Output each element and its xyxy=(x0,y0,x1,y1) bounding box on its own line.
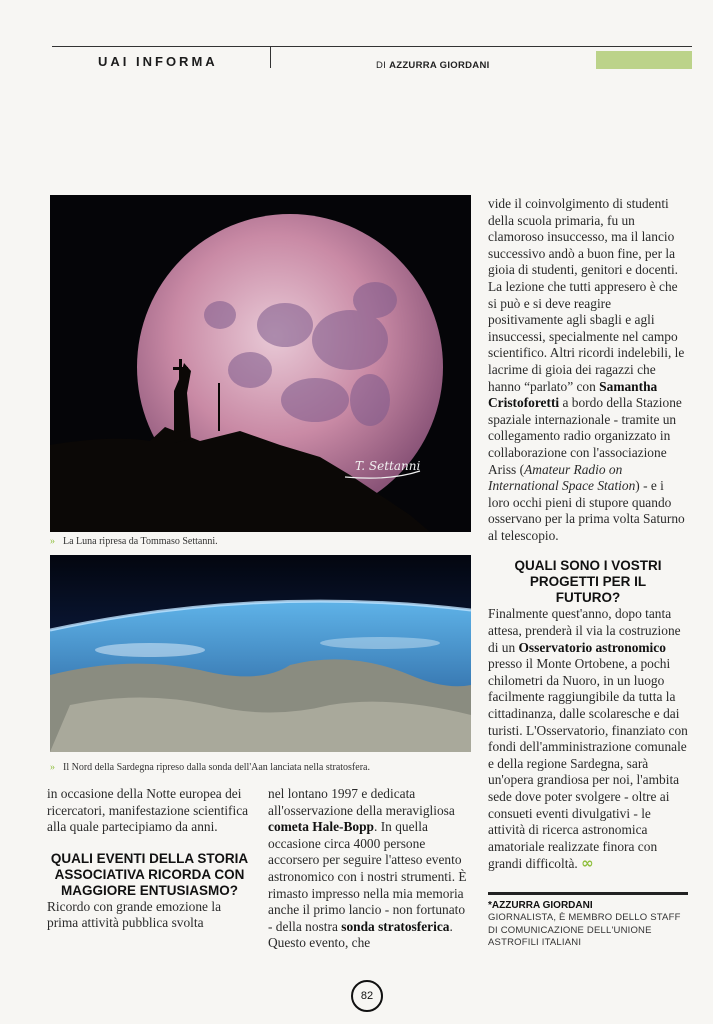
paragraph xyxy=(488,196,688,544)
text-bold: cometa Hale-Bopp xyxy=(268,819,374,835)
text-run: a bordo della Stazione spaziale internazionale - tramite un collegamento radio organizzato in collaborazione con l'associazione Ariss ( xyxy=(488,395,682,477)
question-heading: QUALI SONO I VOSTRI PROGETTI PER IL FUTURO? xyxy=(514,558,662,606)
paragraph: in occasione della Notte europea dei ricercatori, manifestazione scientifica alla quale partecipiamo da anni. xyxy=(47,786,249,835)
section-title: UAI INFORMA xyxy=(98,54,218,69)
text-run: vide il coinvolgimento di studenti della scuola primaria, fu un clamoroso insuccesso, ma il lancio successivo andò a buon fine, per la gioia di studenti, genitori e docenti. La lezione che tutti appresero è che si può e si deve reagire positivamente agli sbagli e agli insuccessi, specialmente nel campo scientifico. Altri ricordi indelebili, le lacrime di gioia dei ragazzi che hanno “parlato” con xyxy=(488,196,685,394)
page-number: 82 xyxy=(351,980,383,1012)
text-bold: Osservatorio astronomico xyxy=(518,639,666,655)
byline-author: AZZURRA GIORDANI xyxy=(389,60,490,71)
byline-prefix: DI xyxy=(376,60,387,71)
byline xyxy=(376,60,490,71)
bio-text: GIORNALISTA, È MEMBRO DELLO STAFF DI COMUNICAZIONE DELL'UNIONE ASTROFILI ITALIANI xyxy=(488,912,681,948)
text-run: nel lontano 1997 e dedicata all'osservazione della meravigliosa xyxy=(268,786,455,818)
earth-photo xyxy=(50,555,471,752)
column-middle xyxy=(268,786,468,952)
column-left xyxy=(47,786,252,932)
header-separator xyxy=(270,46,271,68)
text-run: . Questo evento, che xyxy=(268,918,453,951)
header-accent-bar xyxy=(596,51,692,69)
text-run: presso il Monte Ortobene, a pochi chilometri da Nuoro, in un luogo facilmente raggiungibile da tutta la cittadinanza, dalle scolaresche e dai turisti. L'Osservatorio, finanziato con fondi dell'amministrazione comunale e della regione Sardegna, sarà un'opera grandiosa per noi, l'ambita sede dove poter svolgere - oltre ai consueti eventi divulgativi - le attività di ricerca astronomica amatoriale realizzate finora con grandi difficoltà. xyxy=(488,656,688,872)
moon-caption-text: La Luna ripresa da Tommaso Settanni. xyxy=(63,536,218,547)
moon-caption xyxy=(50,536,218,547)
text-run: . In quella occasione circa 4000 persone accorsero per seguire l'atteso evento astronomico con i nostri strumenti. È rimasto impresso nella mia memoria anche il primo lancio - non fortunato - della nostra xyxy=(268,819,467,934)
photo-signature: T. Settanni xyxy=(355,459,421,473)
paragraph xyxy=(488,606,688,873)
text-bold: Samantha Cristoforetti xyxy=(488,378,658,411)
text-run: ) - e i loro occhi pieni di stupore quando osservano per la prima volta Saturno al telescopio. xyxy=(488,478,685,543)
column-right xyxy=(488,196,688,873)
chevron-icon: » xyxy=(50,762,55,773)
infinity-icon: ∞ xyxy=(581,854,594,873)
bio-rule xyxy=(488,892,688,895)
bio-name: *AZZURRA GIORDANI xyxy=(488,900,593,911)
text-run: Finalmente quest'anno, dopo tanta attesa, prenderà il via la costruzione di un xyxy=(488,606,681,655)
earth-caption-text: Il Nord della Sardegna ripreso dalla sonda dell'Aan lanciata nella stratosfera. xyxy=(63,762,370,773)
header-rule xyxy=(52,46,692,47)
chevron-icon: » xyxy=(50,536,55,547)
earth-caption xyxy=(50,762,370,773)
moon-photo xyxy=(50,195,471,532)
paragraph: Ricordo con grande emozione la prima attività pubblica svolta xyxy=(47,898,222,931)
text-italic: Amateur Radio on International Space Station xyxy=(488,461,636,494)
question-heading: QUALI EVENTI DELLA STORIA ASSOCIATIVA RICORDA CON MAGGIORE ENTUSIASMO? xyxy=(50,850,249,898)
text-bold: sonda stratosferica xyxy=(341,918,450,934)
